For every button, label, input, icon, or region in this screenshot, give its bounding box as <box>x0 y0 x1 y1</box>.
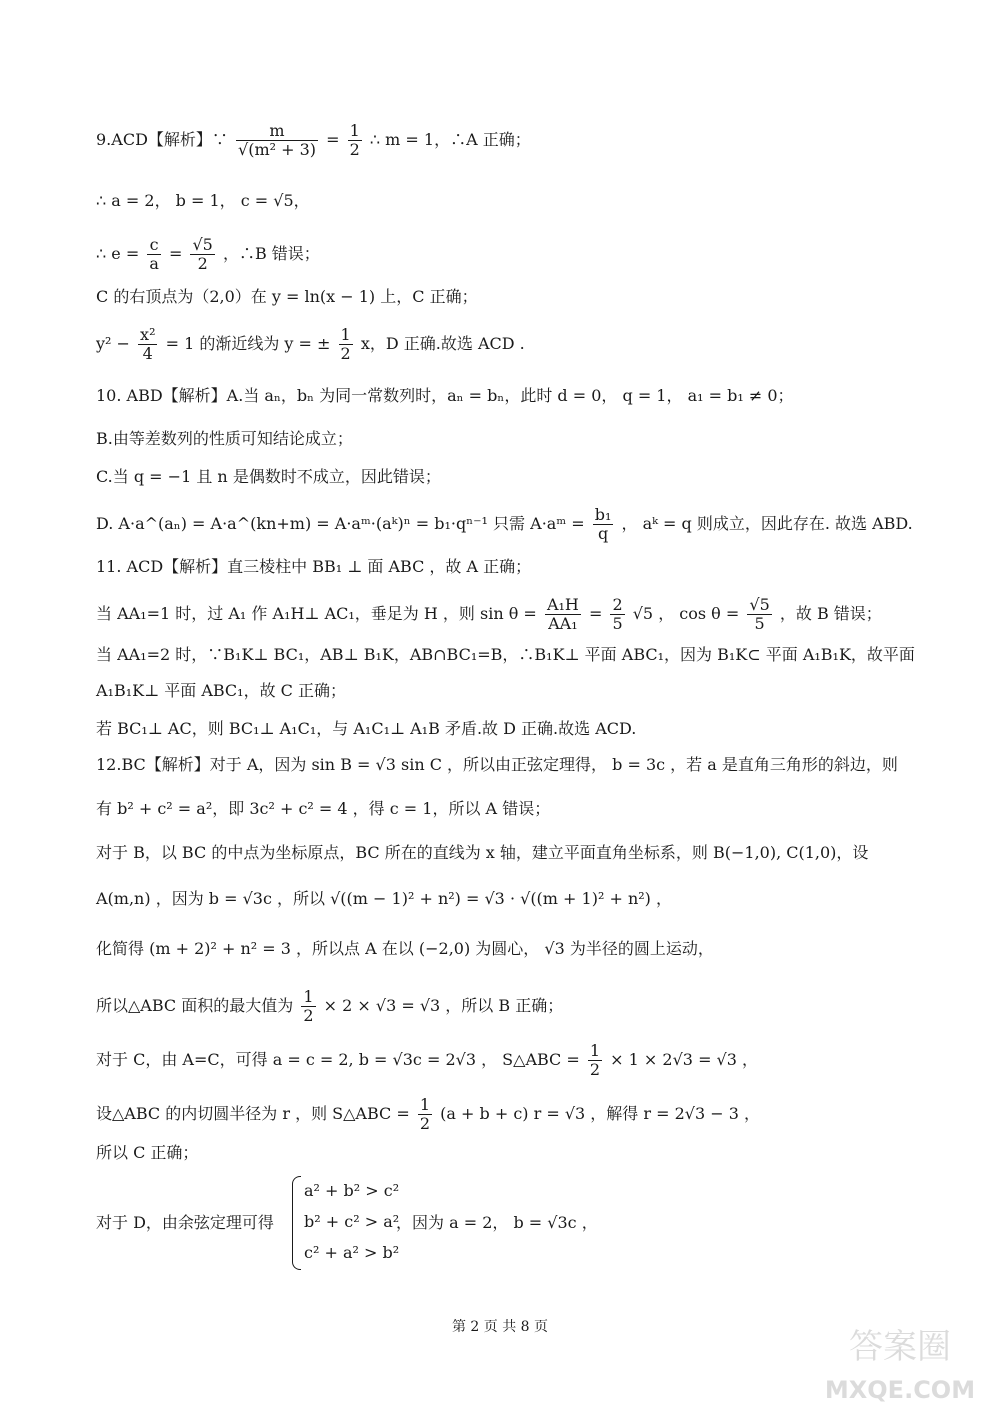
watermark-bottom: MXQE.COM <box>824 1376 976 1404</box>
numerator: x² <box>140 325 156 344</box>
equals: = <box>168 244 183 263</box>
text: ∴ m = 1，∴A 正确； <box>369 130 531 149</box>
fraction <box>610 596 624 633</box>
page-footer: 第 2 页 共 8 页 <box>451 1319 549 1335</box>
denominator: 2 <box>349 140 360 159</box>
numerator: √5 <box>192 235 213 254</box>
q12-line-10-tail: ，因为 a = 2， b = √3c ， <box>396 1213 598 1232</box>
text: = 1 的渐近线为 y = ± <box>165 334 331 353</box>
fraction <box>147 236 161 273</box>
q9-label: 9.ACD【解析】∵ <box>96 130 228 149</box>
fraction <box>418 1096 432 1133</box>
fraction <box>138 326 157 363</box>
denominator: AA₁ <box>548 614 578 633</box>
text: ，故 B 错误； <box>779 604 882 623</box>
denominator: 5 <box>754 614 765 633</box>
q11-line-1: 11. ACD【解析】直三棱柱中 BB₁ ⊥ 面 ABC ，故 A 正确； <box>96 557 532 576</box>
q9-line-4: C 的右顶点为（2,0）在 y = ln(x − 1) 上，C 正确； <box>96 287 478 306</box>
numerator: m <box>236 122 318 141</box>
system-brace <box>292 1176 301 1270</box>
text: (a + b + c) r = √3 ，解得 r = 2√3 − 3 ， <box>440 1104 761 1123</box>
q10-line-3: C.当 q = −1 且 n 是偶数时不成立，因此错误； <box>96 467 441 486</box>
q11-line-3: 当 AA₁=2 时，∵B₁K⊥ BC₁，AB⊥ B₁K，AB∩BC₁=B，∴B₁K⊥ 平面 ABC₁，因为 B₁K⊂ 平面 A₁B₁K，故平面 <box>96 645 915 664</box>
q11-line-2 <box>96 596 882 633</box>
text: ， aᵏ = q 则成立，因此存在. 故选 ABD. <box>621 514 913 533</box>
q12-line-4: A(m,n) ，因为 b = √3c ，所以 √((m − 1)² + n²) = √3 · √((m + 1)² + n²) ， <box>96 889 673 908</box>
system-inequality: a² + b² > c² <box>304 1181 400 1200</box>
fraction <box>588 1042 602 1079</box>
numerator: 1 <box>340 325 351 344</box>
fraction <box>593 506 614 543</box>
text: y² − <box>96 334 130 353</box>
denominator: 2 <box>197 254 208 273</box>
equals: = <box>326 130 340 149</box>
numerator: A₁H <box>546 595 579 614</box>
q12-line-3: 对于 B，以 BC 的中点为坐标原点，BC 所在的直线为 x 轴，建立平面直角坐标系，则 B(−1,0), C(1,0)，设 <box>96 843 869 862</box>
q12-line-7 <box>96 1042 758 1079</box>
text: ∴ e = <box>96 244 140 263</box>
denominator: 2 <box>419 1114 431 1133</box>
q10-line-2: B.由等差数列的性质可知结论成立； <box>96 429 353 448</box>
system-inequality: b² + c² > a² <box>304 1212 400 1231</box>
q12-line-5: 化简得 (m + 2)² + n² = 3 ，所以点 A 在以 (−2,0) 为圆心， √3 为半径的圆上运动， <box>96 939 714 958</box>
equals: = <box>588 604 603 623</box>
q12-line-10-label: 对于 D，由余弦定理可得 <box>96 1213 274 1232</box>
q10-line-4 <box>96 506 913 543</box>
q9-line-2: ∴ a = 2， b = 1， c = √5， <box>96 191 310 210</box>
watermark-logo <box>820 1318 980 1408</box>
fraction <box>301 988 315 1025</box>
text: 对于 C，由 A=C，可得 a = c = 2, b = √3c = 2√3 ， S△ABC = <box>96 1050 580 1069</box>
q12-line-1: 12.BC【解析】对于 A，因为 sin B = √3 sin C ，所以由正弦定理得， b = 3c ，若 a 是直角三角形的斜边，则 <box>96 755 898 774</box>
q10-line-1: 10. ABD【解析】A.当 aₙ，bₙ 为同一常数列时，aₙ = bₙ，此时 d = 0， q = 1， a₁ = b₁ ≠ 0； <box>96 386 794 405</box>
watermark-top: 答案圈 <box>849 1327 951 1367</box>
denominator: 4 <box>142 344 153 363</box>
numerator: 1 <box>303 987 314 1006</box>
q9-line-5 <box>96 326 525 363</box>
text: x，D 正确.故选 ACD . <box>360 334 525 353</box>
numerator: 2 <box>612 595 623 614</box>
text: 所以△ABC 面积的最大值为 <box>96 996 294 1015</box>
numerator: c <box>147 236 161 255</box>
text: ，∴B 错误； <box>222 244 320 263</box>
text: D. A·a^(aₙ) = A·a^(kn+m) = A·aᵐ·(aᵏ)ⁿ = b₁·qⁿ⁻¹ 只需 A·aᵐ = <box>96 514 585 533</box>
q9-line-3 <box>96 236 320 273</box>
text: 当 AA₁=1 时，过 A₁ 作 A₁H⊥ AC₁，垂足为 H ，则 sin θ = <box>96 604 537 623</box>
text: √5 ， cos θ = <box>632 604 740 623</box>
fraction <box>348 122 362 159</box>
text: × 1 × 2√3 = √3 ， <box>610 1050 759 1069</box>
numerator: 1 <box>419 1095 431 1114</box>
fraction <box>190 236 214 273</box>
denominator: q <box>597 524 609 543</box>
text: 设△ABC 的内切圆半径为 r ，则 S△ABC = <box>96 1104 410 1123</box>
q12-line-6 <box>96 988 563 1025</box>
denominator: 5 <box>612 614 623 633</box>
fraction <box>747 596 771 633</box>
q11-line-5: 若 BC₁⊥ AC，则 BC₁⊥ A₁C₁，与 A₁C₁⊥ A₁B 矛盾.故 D 正确.故选 ACD. <box>96 719 637 738</box>
denominator: 2 <box>340 344 351 363</box>
text: × 2 × √3 = √3 ，所以 B 正确； <box>323 996 564 1015</box>
q9-line-1 <box>96 122 531 159</box>
denominator: a <box>149 254 159 273</box>
system-inequality: c² + a² > b² <box>304 1243 400 1262</box>
q12-line-2: 有 b² + c² = a²，即 3c² + c² = 4 ，得 c = 1，所以 A 错误； <box>96 799 551 818</box>
denominator: 2 <box>589 1060 601 1079</box>
fraction <box>545 596 581 633</box>
denominator: √(m² + 3) <box>238 140 317 159</box>
q12-line-8 <box>96 1096 760 1133</box>
numerator: b₁ <box>594 505 612 524</box>
denominator: 2 <box>303 1006 314 1025</box>
numerator: 1 <box>349 121 360 140</box>
numerator: √5 <box>749 595 770 614</box>
fraction <box>236 122 318 159</box>
numerator: 1 <box>589 1041 601 1060</box>
q12-line-9: 所以 C 正确； <box>96 1143 199 1162</box>
q11-line-4: A₁B₁K⊥ 平面 ABC₁，故 C 正确； <box>96 681 346 700</box>
fraction <box>339 326 353 363</box>
